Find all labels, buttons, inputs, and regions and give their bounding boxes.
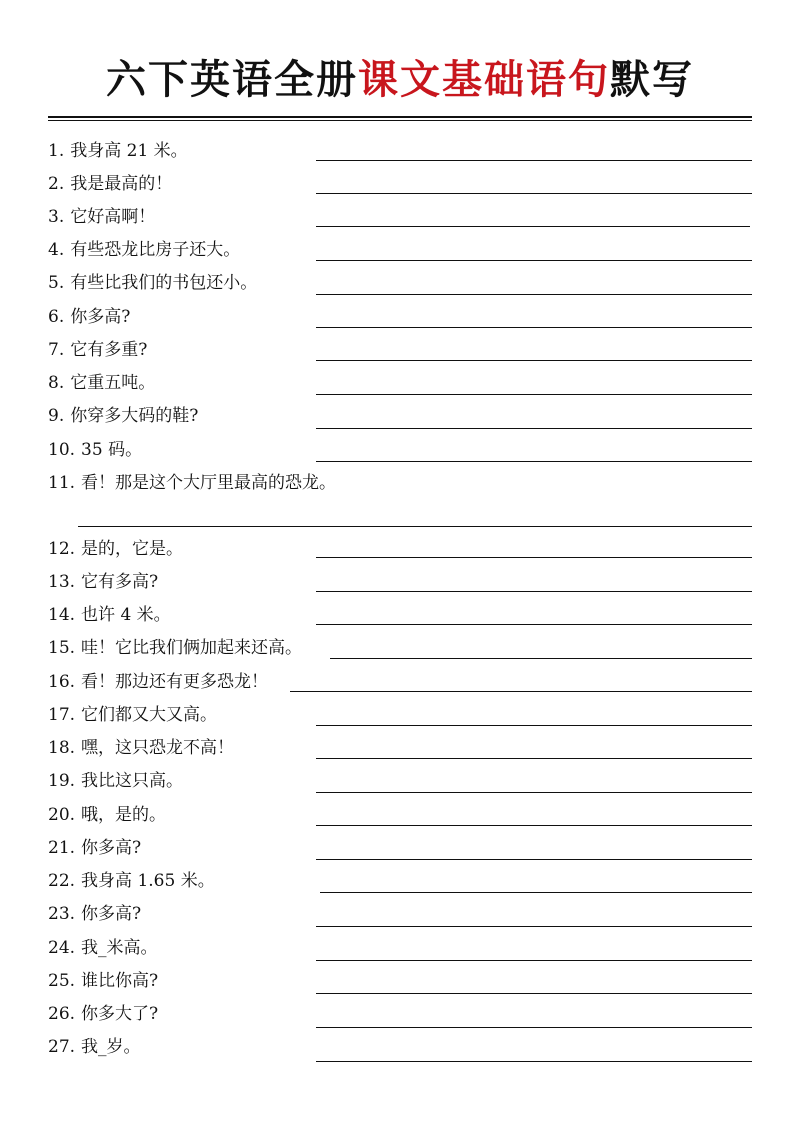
title-divider-thick xyxy=(48,116,752,118)
exercise-item xyxy=(48,866,215,896)
answer-line[interactable] xyxy=(316,926,752,927)
item-prompt: 它有多重? xyxy=(70,340,148,360)
exercise-item xyxy=(48,899,141,929)
exercise-item xyxy=(48,468,336,498)
title-part-2: 课文基础语句 xyxy=(358,57,610,103)
item-prompt: 我身高 21 米。 xyxy=(70,141,188,161)
item-number: 27. xyxy=(48,1037,76,1057)
item-number: 19. xyxy=(48,771,76,791)
exercise-item xyxy=(48,136,188,166)
item-number: 25. xyxy=(48,971,76,991)
item-number: 10. xyxy=(48,440,76,460)
item-number: 11. xyxy=(48,473,76,493)
item-number: 18. xyxy=(48,738,76,758)
item-number: 21. xyxy=(48,838,76,858)
answer-line[interactable] xyxy=(316,725,752,726)
item-number: 8. xyxy=(48,373,65,393)
exercise-item xyxy=(48,999,158,1029)
exercise-item xyxy=(48,633,302,663)
item-prompt: 我_米高。 xyxy=(81,938,158,958)
item-number: 4. xyxy=(48,240,65,260)
exercise-item xyxy=(48,534,183,564)
answer-line[interactable] xyxy=(316,792,752,793)
exercise-item xyxy=(48,202,155,232)
item-prompt: 它们都又大又高。 xyxy=(81,705,218,725)
answer-line[interactable] xyxy=(316,360,752,361)
item-prompt: 我_岁。 xyxy=(81,1037,141,1057)
exercise-item xyxy=(48,435,142,465)
item-number: 1. xyxy=(48,141,65,161)
item-prompt: 它好高啊！ xyxy=(70,207,156,227)
exercise-item xyxy=(48,966,158,996)
answer-line[interactable] xyxy=(316,758,752,759)
exercise-item xyxy=(48,800,166,830)
item-prompt: 有些比我们的书包还小。 xyxy=(70,273,258,293)
item-number: 12. xyxy=(48,539,76,559)
title-divider-thin xyxy=(48,120,752,121)
item-number: 9. xyxy=(48,406,65,426)
answer-line[interactable] xyxy=(316,160,752,161)
item-number: 17. xyxy=(48,705,76,725)
item-prompt: 哦，是的。 xyxy=(81,805,167,825)
item-prompt: 你多大了? xyxy=(81,1004,159,1024)
item-number: 13. xyxy=(48,572,76,592)
exercise-item xyxy=(48,833,141,863)
item-prompt: 我是最高的！ xyxy=(70,174,173,194)
item-prompt: 看！那边还有更多恐龙！ xyxy=(81,672,269,692)
item-prompt: 看！那是这个大厅里最高的恐龙。 xyxy=(81,473,337,493)
item-number: 6. xyxy=(48,307,65,327)
item-number: 16. xyxy=(48,672,76,692)
answer-line[interactable] xyxy=(78,526,752,527)
item-prompt: 你穿多大码的鞋? xyxy=(70,406,199,426)
answer-line[interactable] xyxy=(290,691,752,692)
answer-line[interactable] xyxy=(316,1027,752,1028)
item-number: 23. xyxy=(48,904,76,924)
exercise-item xyxy=(48,302,130,332)
item-number: 22. xyxy=(48,871,76,891)
answer-line[interactable] xyxy=(316,461,752,462)
item-prompt: 你多高? xyxy=(81,838,142,858)
item-prompt: 哇！它比我们俩加起来还高。 xyxy=(81,638,303,658)
exercise-item xyxy=(48,368,155,398)
item-prompt: 有些恐龙比房子还大。 xyxy=(70,240,241,260)
answer-line[interactable] xyxy=(316,327,752,328)
item-prompt: 谁比你高? xyxy=(81,971,159,991)
item-prompt: 你多高? xyxy=(70,307,131,327)
answer-line[interactable] xyxy=(316,294,752,295)
item-number: 20. xyxy=(48,805,76,825)
item-prompt: 你多高? xyxy=(81,904,142,924)
item-prompt: 它有多高? xyxy=(81,572,159,592)
item-number: 3. xyxy=(48,207,65,227)
exercise-item xyxy=(48,235,240,265)
item-number: 26. xyxy=(48,1004,76,1024)
answer-line[interactable] xyxy=(320,892,752,893)
item-prompt: 也许 4 米。 xyxy=(81,605,171,625)
exercise-item xyxy=(48,667,268,697)
answer-line[interactable] xyxy=(316,591,752,592)
answer-line[interactable] xyxy=(316,557,752,558)
answer-line[interactable] xyxy=(330,658,752,659)
answer-line[interactable] xyxy=(316,193,752,194)
item-number: 24. xyxy=(48,938,76,958)
exercise-item xyxy=(48,335,147,365)
item-prompt: 它重五吨。 xyxy=(70,373,156,393)
item-prompt: 嘿，这只恐龙不高！ xyxy=(81,738,235,758)
exercise-item xyxy=(48,600,171,630)
exercise-item xyxy=(48,401,198,431)
answer-line[interactable] xyxy=(316,394,752,395)
item-number: 7. xyxy=(48,340,65,360)
item-prompt: 35 码。 xyxy=(81,440,143,460)
answer-line[interactable] xyxy=(316,825,752,826)
answer-line[interactable] xyxy=(316,1061,752,1062)
exercise-item xyxy=(48,169,172,199)
exercise-item xyxy=(48,1032,141,1062)
answer-line[interactable] xyxy=(316,226,750,227)
item-number: 2. xyxy=(48,174,65,194)
item-number: 14. xyxy=(48,605,76,625)
title-part-1: 六下英语全册 xyxy=(106,57,358,103)
item-number: 15. xyxy=(48,638,76,658)
exercise-item xyxy=(48,268,257,298)
exercise-item xyxy=(48,766,183,796)
answer-line[interactable] xyxy=(316,960,752,961)
answer-line[interactable] xyxy=(316,859,752,860)
item-prompt: 我比这只高。 xyxy=(81,771,184,791)
answer-line[interactable] xyxy=(316,260,752,261)
exercise-item xyxy=(48,567,158,597)
item-number: 5. xyxy=(48,273,65,293)
page-title xyxy=(0,50,800,110)
answer-line[interactable] xyxy=(316,993,752,994)
exercise-item xyxy=(48,733,234,763)
title-part-3: 默写 xyxy=(610,57,694,103)
item-prompt: 是的，它是。 xyxy=(81,539,184,559)
exercise-item xyxy=(48,700,217,730)
answer-line[interactable] xyxy=(316,624,752,625)
exercise-item xyxy=(48,933,158,963)
item-prompt: 我身高 1.65 米。 xyxy=(81,871,215,891)
answer-line[interactable] xyxy=(316,428,752,429)
